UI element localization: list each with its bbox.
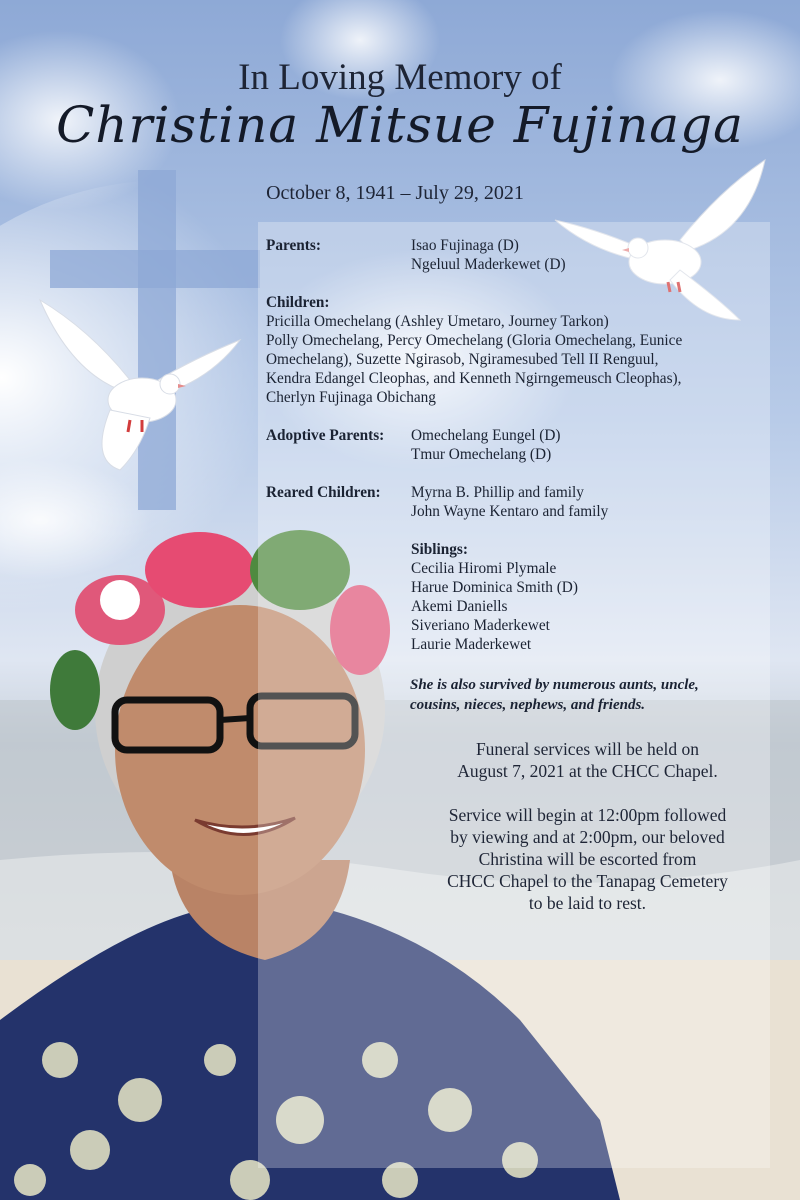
dove-left-icon xyxy=(30,290,250,480)
adoptive-parent-name: Omechelang Eungel (D) xyxy=(411,427,561,444)
children-section xyxy=(266,293,766,407)
funeral-line: Funeral services will be held on xyxy=(475,739,700,759)
sibling-name: Cecilia Hiromi Plymale xyxy=(411,560,557,577)
schedule-line: by viewing and at 2:00pm, our beloved xyxy=(450,827,725,847)
siblings-label: Siblings: xyxy=(411,541,468,558)
children-line: Kendra Edangel Cleophas, and Kenneth Ngirngemeusch Cleophas), xyxy=(266,370,682,387)
siblings-section xyxy=(266,540,766,654)
children-line: Omechelang), Suzette Ngirasob, Ngiramesubed Tell II Renguul, xyxy=(266,351,659,368)
service-schedule xyxy=(400,804,775,914)
parents-label: Parents: xyxy=(266,237,321,254)
children-line: Cherlyn Fujinaga Obichang xyxy=(266,389,436,406)
parent-name: Isao Fujinaga (D) xyxy=(411,237,519,254)
parent-name: Ngeluul Maderkewet (D) xyxy=(411,256,566,273)
intro-heading: In Loving Memory of xyxy=(238,57,562,98)
funeral-line: August 7, 2021 at the CHCC Chapel. xyxy=(457,761,718,781)
children-label: Children: xyxy=(266,294,330,311)
sibling-name: Akemi Daniells xyxy=(411,598,508,615)
life-dates: October 8, 1941 – July 29, 2021 xyxy=(266,182,524,204)
adoptive-parent-name: Tmur Omechelang (D) xyxy=(411,446,552,463)
family-list xyxy=(266,236,766,654)
deceased-name: Christina Mitsue Fujinaga xyxy=(56,96,744,154)
sibling-name: Harue Dominica Smith (D) xyxy=(411,579,578,596)
survived-by-line: cousins, nieces, nephews, and friends. xyxy=(410,697,646,713)
funeral-announcement xyxy=(400,738,775,782)
children-line: Polly Omechelang, Percy Omechelang (Gloria Omechelang, Eunice xyxy=(266,332,683,349)
adoptive-parents-label: Adoptive Parents: xyxy=(266,427,385,444)
survived-by-note xyxy=(410,675,760,715)
funeral-details xyxy=(400,738,775,936)
parents-section xyxy=(266,236,766,274)
survived-by-line: She is also survived by numerous aunts, uncle, xyxy=(410,677,699,693)
children-line: Pricilla Omechelang (Ashley Umetaro, Journey Tarkon) xyxy=(266,313,609,330)
sibling-name: Siveriano Maderkewet xyxy=(411,617,550,634)
reared-child-name: John Wayne Kentaro and family xyxy=(411,503,609,520)
reared-child-name: Myrna B. Phillip and family xyxy=(411,484,584,501)
sibling-name: Laurie Maderkewet xyxy=(411,636,532,653)
schedule-line: Service will begin at 12:00pm followed xyxy=(448,805,727,825)
adoptive-parents-section xyxy=(266,426,766,464)
schedule-line: to be laid to rest. xyxy=(528,893,647,913)
reared-children-label: Reared Children: xyxy=(266,484,381,501)
reared-children-section xyxy=(266,483,766,521)
schedule-line: Christina will be escorted from xyxy=(478,849,697,869)
schedule-line: CHCC Chapel to the Tanapag Cemetery xyxy=(447,871,728,891)
